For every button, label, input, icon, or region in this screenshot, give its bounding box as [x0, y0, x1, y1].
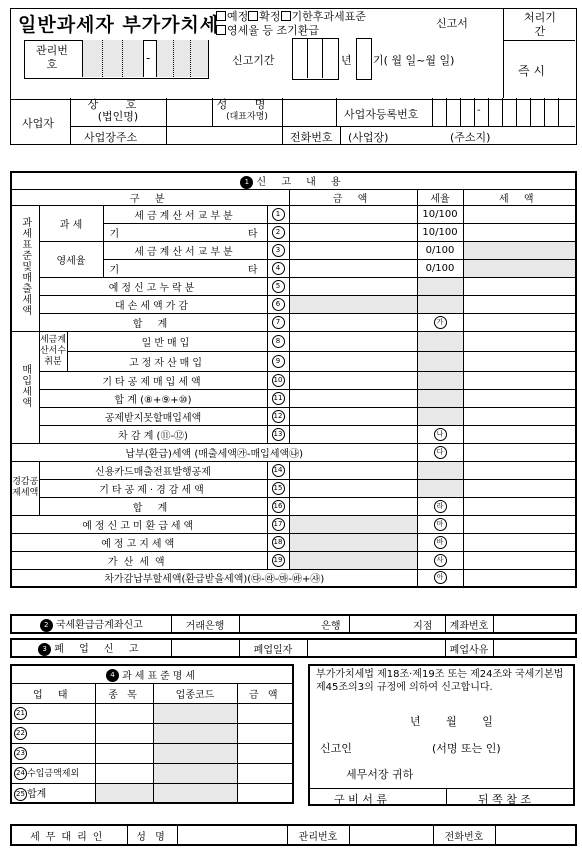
- r14-amount[interactable]: [289, 461, 417, 479]
- group-deduct-label: 경감공제세액: [11, 461, 39, 515]
- item-number-badge: 4: [106, 669, 119, 682]
- business-label: 사업자: [22, 117, 54, 130]
- phone-label: 전화번호: [290, 131, 333, 144]
- item-number-badge: 아: [434, 571, 447, 584]
- taxbase-code-22[interactable]: [153, 723, 237, 743]
- r5-amount[interactable]: [289, 277, 417, 295]
- processing-value: 즉 시: [518, 64, 545, 78]
- r3-amount[interactable]: [289, 241, 417, 259]
- item-number-badge: 23: [14, 747, 27, 760]
- item-number-badge: 16: [272, 500, 285, 513]
- taxbase-item-23[interactable]: [95, 743, 153, 763]
- r14-tax[interactable]: [463, 461, 576, 479]
- account-input[interactable]: [493, 615, 576, 633]
- item-number-badge: 2: [40, 619, 53, 632]
- agent-mgmt-input[interactable]: [349, 825, 433, 845]
- addressee: 세무서장 귀하: [346, 768, 414, 781]
- item-number-badge: 4: [272, 262, 285, 275]
- refund-table: 2 국세환급금계좌신고 거래은행 은행 지점 계좌번호: [10, 614, 577, 634]
- declaration-date: 년 월 일: [410, 715, 493, 728]
- taxbase-row-21[interactable]: [11, 703, 95, 723]
- item-number-badge: 7: [272, 316, 285, 329]
- checkbox-late[interactable]: [281, 11, 291, 21]
- closure-reason-input[interactable]: [493, 639, 576, 657]
- declaration-text: 부가가치세법 제18조·제19조 또는 제24조와 국세기본법 제45조의3의 규정에 의하여 신고합니다.: [316, 669, 564, 693]
- item-number-badge: 1: [272, 208, 285, 221]
- taxbase-amount-21[interactable]: [237, 703, 293, 723]
- content-section-title: 1 신 고 내 용: [11, 172, 576, 189]
- r18-tax[interactable]: [463, 533, 576, 551]
- item-number-badge: 2: [272, 226, 285, 239]
- r10-amount[interactable]: [289, 371, 417, 389]
- taxbase-amount-24[interactable]: [237, 763, 293, 783]
- item-number-badge: 24: [14, 767, 27, 780]
- item-number-badge: 12: [272, 410, 285, 423]
- report-label: 신고서: [436, 17, 468, 30]
- item-number-badge: 19: [272, 554, 285, 567]
- r4-amount[interactable]: [289, 259, 417, 277]
- r17-tax[interactable]: [463, 515, 576, 533]
- r15-tax[interactable]: [463, 479, 576, 497]
- taxbase-code-23[interactable]: [153, 743, 237, 763]
- group-purchase-label: 매입세액: [11, 331, 39, 443]
- branch-input[interactable]: 지점: [349, 615, 445, 633]
- reporter-label: 신고인: [320, 742, 352, 755]
- item-number-badge: 15: [272, 482, 285, 495]
- agent-table: 세무대리인 성 명 관리번호 전화번호: [10, 824, 577, 846]
- final-tax[interactable]: [463, 569, 576, 587]
- taxbase-row-24[interactable]: 24 수입금액제외: [11, 763, 95, 783]
- r11-tax[interactable]: [463, 389, 576, 407]
- mgmt-label: 관리번호: [36, 44, 68, 71]
- payable-tax[interactable]: [463, 443, 576, 461]
- item-number-badge: 9: [272, 355, 285, 368]
- taxbase-table: 4 과세표준명세 업 태 종 목 업종코드 금 액 21 22 23 24 수입금액제외 25 합계: [10, 664, 294, 804]
- r9-amount[interactable]: [289, 351, 417, 371]
- mgmt-input[interactable]: [82, 40, 207, 77]
- item-number-badge: 라: [434, 500, 447, 513]
- r1-amount[interactable]: [289, 205, 417, 223]
- taxbase-code-21[interactable]: [153, 703, 237, 723]
- agent-phone-input[interactable]: [495, 825, 576, 845]
- item-number-badge: 25: [14, 788, 27, 801]
- closure-table: 3 폐 업 신 고 폐업일자 폐업사유: [10, 638, 577, 658]
- processing-label: 처리기간: [524, 11, 556, 38]
- r2-tax[interactable]: [463, 223, 576, 241]
- item-number-badge: 17: [272, 518, 285, 531]
- r1-tax[interactable]: [463, 205, 576, 223]
- r8-amount[interactable]: [289, 331, 417, 351]
- item-number-badge: 3: [272, 244, 285, 257]
- item-number-badge: 21: [14, 707, 27, 720]
- taxbase-item-22[interactable]: [95, 723, 153, 743]
- bank-input[interactable]: 은행: [239, 615, 349, 633]
- r9-tax[interactable]: [463, 351, 576, 371]
- checkbox-prelim[interactable]: [216, 11, 226, 21]
- sign-label: (서명 또는 인): [432, 742, 501, 755]
- item-number-badge: 1: [240, 176, 253, 189]
- item-number-badge: 5: [272, 280, 285, 293]
- see-back-label: 뒤 쪽 참 조: [478, 793, 531, 806]
- item-number-badge: 다: [434, 446, 447, 459]
- period-term-input[interactable]: [356, 38, 372, 80]
- taxbase-amount-25[interactable]: [237, 783, 293, 803]
- item-number-badge: 11: [272, 392, 285, 405]
- taxbase-item-24[interactable]: [95, 763, 153, 783]
- r19-tax[interactable]: [463, 551, 576, 569]
- item-number-badge: 사: [434, 554, 447, 567]
- closure-blank[interactable]: [307, 639, 445, 657]
- r5-tax[interactable]: [463, 277, 576, 295]
- item-number-badge: 가: [434, 316, 447, 329]
- taxbase-amount-22[interactable]: [237, 723, 293, 743]
- taxbase-code-24[interactable]: [153, 763, 237, 783]
- period-label: 신고기간: [232, 54, 275, 67]
- item-number-badge: 18: [272, 536, 285, 549]
- item-number-badge: 8: [272, 335, 285, 348]
- r2-amount[interactable]: [289, 223, 417, 241]
- name-input[interactable]: [167, 99, 212, 125]
- r12-amount[interactable]: [289, 407, 417, 425]
- taxbase-row-23[interactable]: [11, 743, 95, 763]
- form-title: 일반과세자 부가가치세: [18, 14, 220, 36]
- r13-amount[interactable]: [289, 425, 417, 443]
- rep-label: 성 명 (대표자명): [216, 98, 278, 122]
- r13-tax[interactable]: [463, 425, 576, 443]
- item-number-badge: 3: [38, 643, 51, 656]
- regno-input[interactable]: [432, 98, 575, 126]
- item-number-badge: 6: [272, 298, 285, 311]
- regno-label: 사업자등록번호: [344, 108, 419, 121]
- r8-tax[interactable]: [463, 331, 576, 351]
- r15-amount[interactable]: [289, 479, 417, 497]
- r7-amount[interactable]: [289, 313, 417, 331]
- taxbase-amount-23[interactable]: [237, 743, 293, 763]
- r16-tax[interactable]: [463, 497, 576, 515]
- name-label: 상 호 (법인명): [87, 98, 149, 123]
- content-table: 1 신 고 내 용 구 분 금 액 세율 세 액 과세표준및매출세액 과 세 세금계산서교부분 1 10/100 기 타 2 10/100 영세율 세금계산서교부분 3 0/100 기 타 4 0/100 예정신고누락분 5 대손세액가감 6 합 계 7 가 매입세액 세금계산서수취분 일반매입 8 고정자산매입 9 기타공제매입세액 10 합 계 (⑧+⑨+⑩) 11 공제받지못할매입세액 12 차 감 계 (⑪-⑫) 13 나 납부(환급)세액 (매출세액㉮-매입세액㉯) 다 경감공제세액 신용카드매출전표발행공제 14 기타공제·경감세액 15 합 계 16 라 예정신고미환급세액 17 마 예정고지세액 18 바 가산세액 19 사 차가감납부할세액(환급받을세액)(㉰-㉱-㉲-㉳+㉴) 아: [10, 171, 577, 588]
- taxbase-item-21[interactable]: [95, 703, 153, 723]
- r6-tax[interactable]: [463, 295, 576, 313]
- checkbox-early-refund[interactable]: [216, 25, 226, 35]
- item-number-badge: 14: [272, 464, 285, 477]
- r7-tax[interactable]: [463, 313, 576, 331]
- item-number-badge: 10: [272, 374, 285, 387]
- check-options: 예정 확정 기한후과세표준 영세율 등 조기환급: [216, 10, 366, 38]
- item-number-badge: 나: [434, 428, 447, 441]
- attachments-label: 구 비 서 류: [334, 793, 387, 806]
- item-number-badge: 13: [272, 428, 285, 441]
- r12-tax[interactable]: [463, 407, 576, 425]
- taxbase-row-22[interactable]: [11, 723, 95, 743]
- r16-amount[interactable]: [289, 497, 417, 515]
- agent-name-input[interactable]: [177, 825, 287, 845]
- taxbase-row-25: 25 합계: [11, 783, 95, 803]
- r11-amount[interactable]: [289, 389, 417, 407]
- address-label: 사업장주소: [84, 131, 138, 144]
- closure-date-input[interactable]: [171, 639, 239, 657]
- item-number-badge: 마: [434, 518, 447, 531]
- period-year-input[interactable]: [292, 38, 339, 80]
- item-number-badge: 22: [14, 727, 27, 740]
- group-sales-label: 과세표준및매출세액: [11, 205, 39, 331]
- r10-tax[interactable]: [463, 371, 576, 389]
- item-number-badge: 바: [434, 536, 447, 549]
- checkbox-final[interactable]: [248, 11, 258, 21]
